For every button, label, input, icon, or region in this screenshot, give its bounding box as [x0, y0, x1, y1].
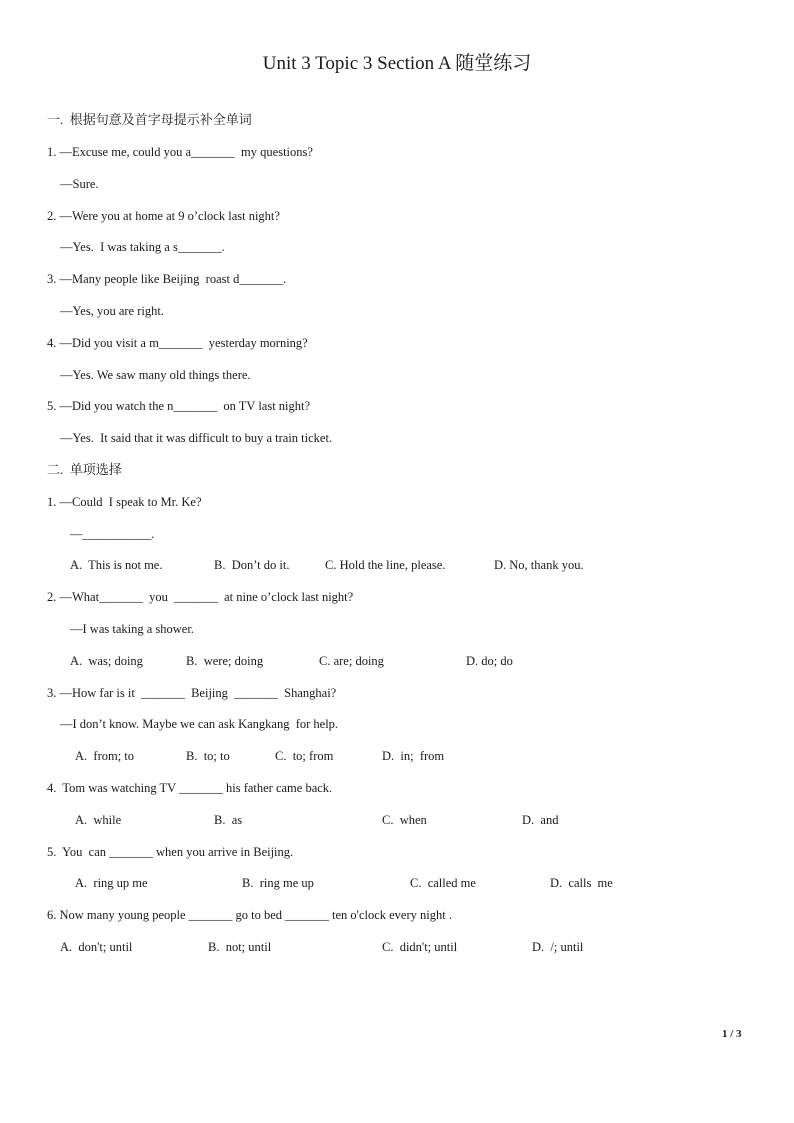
option-d: D. calls me — [550, 876, 613, 890]
section-heading-1: 一. 根据句意及首字母提示补全单词 — [47, 112, 252, 127]
question-text: 6. Now many young people _______ go to bed _______ ten o'clock every night . — [47, 908, 452, 922]
option-a: A. This is not me. — [70, 558, 163, 572]
option-d: D. and — [522, 813, 559, 827]
question-text: 5. You can _______ when you arrive in Beijing. — [47, 845, 294, 859]
option-b: B. to; to — [186, 749, 230, 763]
option-d: D. No, thank you. — [494, 558, 584, 572]
option-c: C. Hold the line, please. — [325, 558, 446, 572]
option-a: A. while — [75, 813, 122, 827]
option-b: B. as — [214, 813, 243, 827]
option-a: A. from; to — [75, 749, 135, 763]
option-b: B. ring me up — [242, 876, 314, 890]
answer-text: —Sure. — [60, 177, 99, 191]
question-text: 1. —Excuse me, could you a_______ my questions? — [47, 145, 313, 159]
answer-text: —___________. — [70, 527, 155, 541]
option-b: B. not; until — [208, 940, 272, 954]
page-number: 1 / 3 — [722, 1028, 742, 1040]
option-d: D. do; do — [466, 654, 513, 668]
option-a: A. don't; until — [60, 940, 133, 954]
answer-text: —Yes, you are right. — [60, 304, 164, 318]
option-a: A. ring up me — [75, 876, 148, 890]
option-d: D. in; from — [382, 749, 445, 763]
option-c: C. called me — [410, 876, 476, 890]
question-text: 3. —Many people like Beijing roast d_______. — [47, 272, 287, 286]
option-b: B. were; doing — [186, 654, 264, 668]
question-text: 4. —Did you visit a m_______ yesterday morning? — [47, 336, 308, 350]
document-title: Unit 3 Topic 3 Section A 随堂练习 — [262, 53, 532, 74]
question-text: 2. —What_______ you _______ at nine o’clock last night? — [47, 590, 354, 604]
answer-text: —Yes. I was taking a s_______. — [60, 240, 225, 254]
question-text: 3. —How far is it _______ Beijing _______ Shanghai? — [47, 686, 337, 700]
option-c: C. when — [382, 813, 427, 827]
option-d: D. /; until — [532, 940, 584, 954]
section-heading-2: 二. 单项选择 — [47, 462, 122, 477]
option-b: B. Don’t do it. — [214, 558, 290, 572]
answer-text: —Yes. It said that it was difficult to buy a train ticket. — [60, 431, 333, 445]
question-text: 2. —Were you at home at 9 o’clock last night? — [47, 209, 280, 223]
option-c: C. didn't; until — [382, 940, 458, 954]
answer-text: —I don’t know. Maybe we can ask Kangkang for help. — [60, 717, 339, 731]
option-c: C. are; doing — [319, 654, 384, 668]
question-text: 1. —Could I speak to Mr. Ke? — [47, 495, 202, 509]
answer-text: —Yes. We saw many old things there. — [60, 368, 251, 382]
question-text: 4. Tom was watching TV _______ his father came back. — [47, 781, 333, 795]
answer-text: —I was taking a shower. — [70, 622, 194, 636]
option-a: A. was; doing — [70, 654, 143, 668]
question-text: 5. —Did you watch the n_______ on TV last night? — [47, 399, 311, 413]
option-c: C. to; from — [275, 749, 334, 763]
